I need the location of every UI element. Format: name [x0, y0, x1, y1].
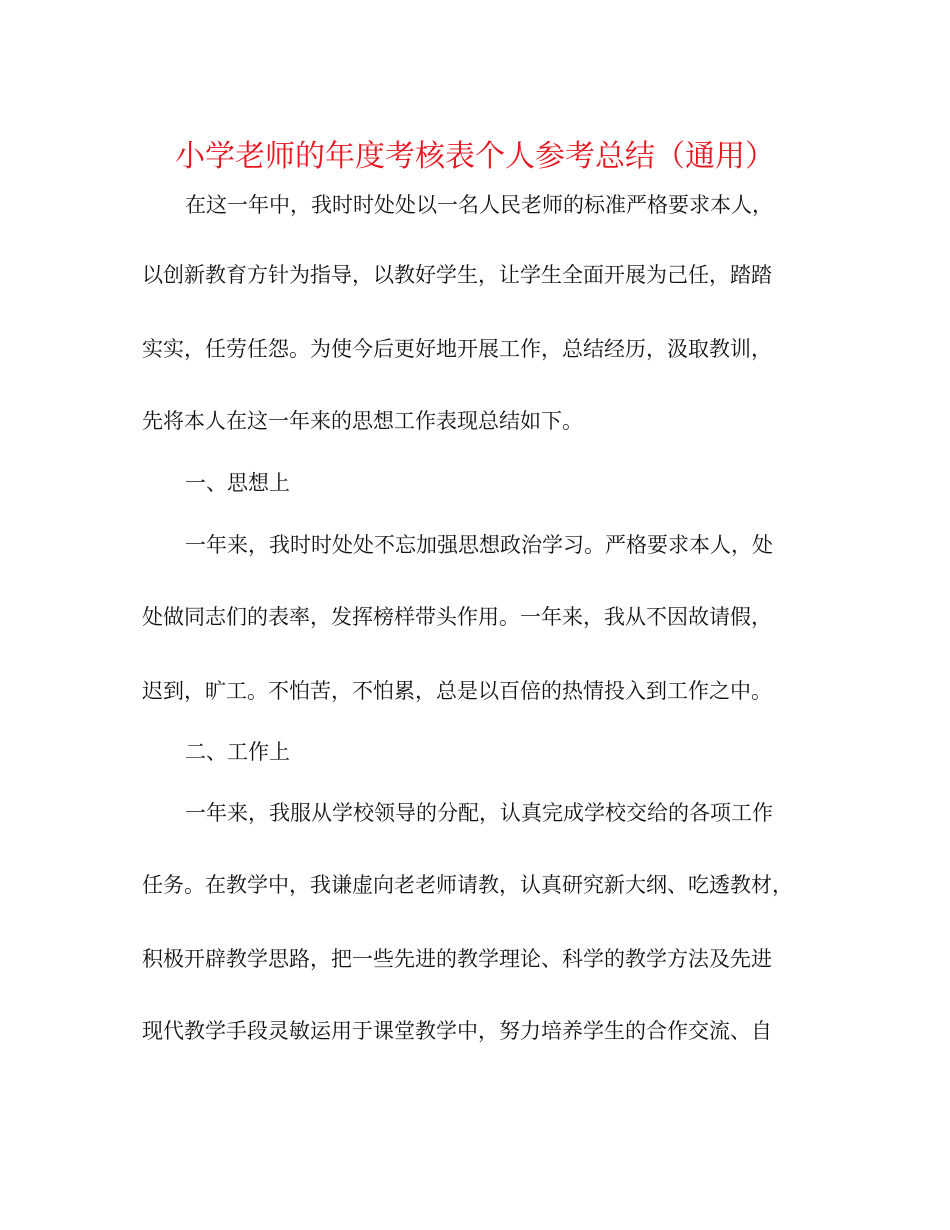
paragraph-line: 一年来，我服从学校领导的分配，认真完成学校交给的各项工作 [185, 801, 773, 825]
document-title: 小学老师的年度考核表个人参考总结（通用） [175, 139, 775, 174]
paragraph-line: 积极开辟教学思路，把一些先进的教学理论、科学的教学方法及先进 [142, 947, 772, 971]
paragraph-line: 迟到，旷工。不怕苦，不怕累，总是以百倍的热情投入到工作之中。 [142, 679, 772, 703]
paragraph-line: 先将本人在这一年来的思想工作表现总结如下。 [142, 409, 583, 433]
section-heading-work: 二、工作上 [185, 740, 290, 764]
section-heading-thought: 一、思想上 [185, 471, 290, 495]
paragraph-line: 任务。在教学中，我谦虚向老老师请教，认真研究新大纲、吃透教材， [142, 873, 793, 897]
paragraph-line: 一年来，我时时处处不忘加强思想政治学习。严格要求本人，处 [185, 533, 773, 557]
paragraph-line: 实实，任劳任怨。为使今后更好地开展工作，总结经历，汲取教训， [142, 337, 772, 361]
paragraph-line: 处做同志们的表率，发挥榜样带头作用。一年来，我从不因故请假， [142, 605, 772, 629]
paragraph-line: 在这一年中，我时时处处以一名人民老师的标准严格要求本人， [185, 193, 773, 217]
paragraph-line: 以创新教育方针为指导，以教好学生，让学生全面开展为己任，踏踏 [142, 263, 772, 287]
paragraph-line: 现代教学手段灵敏运用于课堂教学中，努力培养学生的合作交流、自 [142, 1019, 772, 1043]
